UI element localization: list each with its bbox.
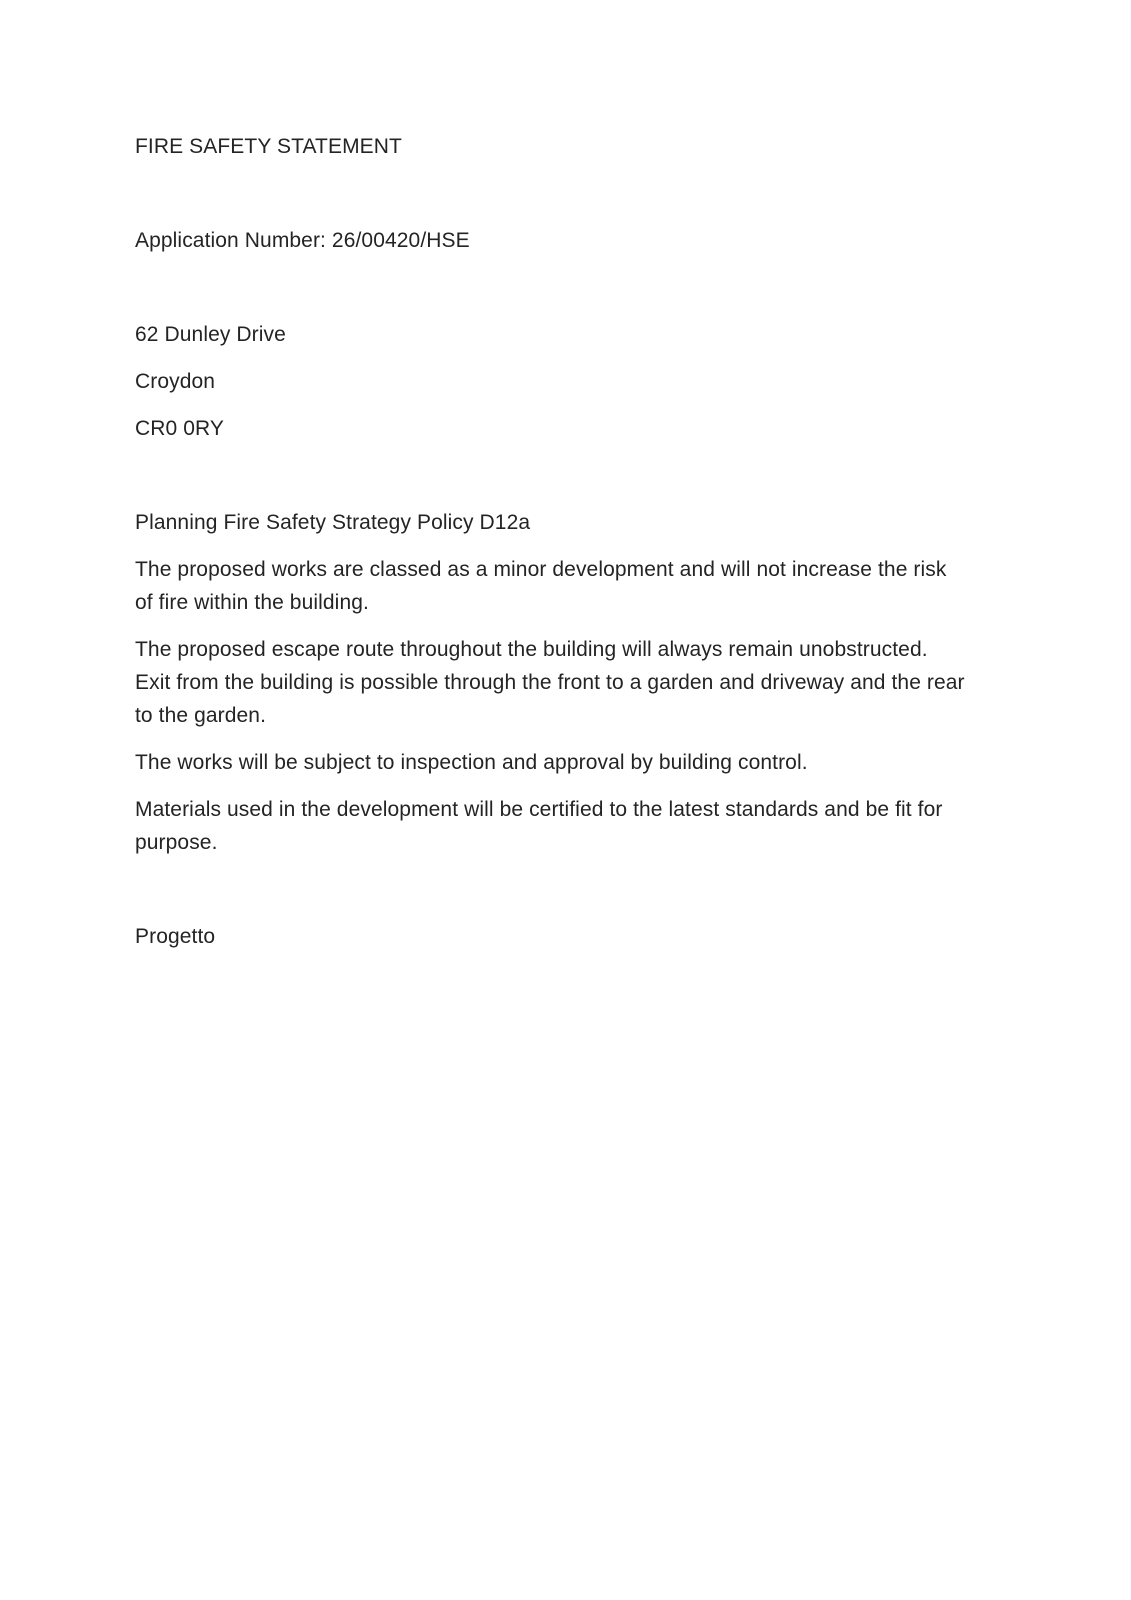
application-number: Application Number: 26/00420/HSE bbox=[135, 229, 470, 252]
paragraph-2-line-2: Exit from the building is possible through the front to a garden and driveway and the rear bbox=[135, 671, 965, 694]
address-line-2: Croydon bbox=[135, 370, 216, 393]
address-line-1: 62 Dunley Drive bbox=[135, 323, 286, 346]
paragraph-1-line-1: The proposed works are classed as a minor development and will not increase the risk bbox=[135, 558, 947, 581]
paragraph-3-line-1: The works will be subject to inspection and approval by building control. bbox=[135, 751, 808, 774]
document-title: FIRE SAFETY STATEMENT bbox=[135, 135, 402, 158]
paragraph-2 bbox=[135, 633, 996, 732]
application-number-block bbox=[135, 224, 996, 257]
blank-line bbox=[135, 271, 996, 304]
section-heading-block bbox=[135, 506, 996, 539]
blank-line bbox=[135, 873, 996, 906]
blank-line bbox=[135, 459, 996, 492]
address-line-3-block bbox=[135, 412, 996, 445]
paragraph-1-line-2: of fire within the building. bbox=[135, 591, 369, 614]
paragraph-3 bbox=[135, 746, 996, 779]
document-title-block bbox=[135, 130, 996, 163]
paragraph-2-line-1: The proposed escape route throughout the building will always remain unobstructed. bbox=[135, 638, 928, 661]
paragraph-4-line-2: purpose. bbox=[135, 831, 218, 854]
section-heading: Planning Fire Safety Strategy Policy D12a bbox=[135, 511, 531, 534]
paragraph-1 bbox=[135, 553, 996, 619]
paragraph-4-line-1: Materials used in the development will be certified to the latest standards and be fit for bbox=[135, 798, 943, 821]
paragraph-4 bbox=[135, 793, 996, 859]
address-line-1-block bbox=[135, 318, 996, 351]
address-line-3: CR0 0RY bbox=[135, 417, 225, 440]
paragraph-2-line-3: to the garden. bbox=[135, 704, 266, 727]
address-line-2-block bbox=[135, 365, 996, 398]
author-name: Progetto bbox=[135, 925, 216, 948]
blank-line bbox=[135, 177, 996, 210]
author-block bbox=[135, 920, 996, 953]
